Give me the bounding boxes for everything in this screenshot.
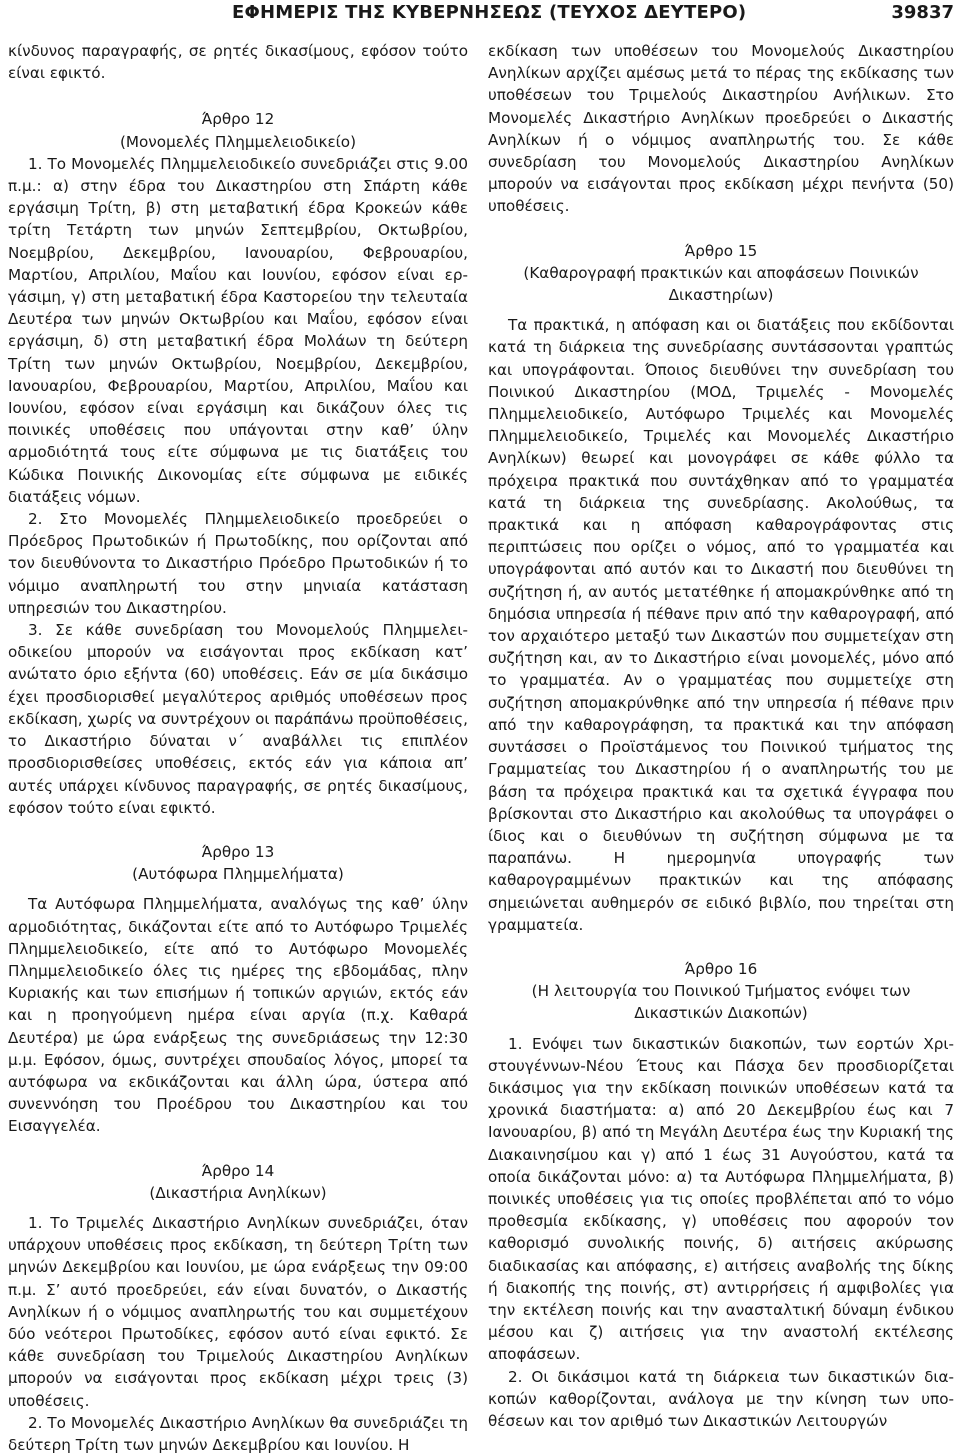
article-12-paragraph-2: 2. Στο Μονομελές Πλημμελειοδικείο προεδρεύει ο Πρόεδρος Πρωτοδικών ή Πρωτοδίκης, που ορίζονται από τον διευθύνοντα το Δικαστήριο Πρόεδρο Πρωτοδικών ή το νόμιμο αναπληρωτή του στην μηνιαία κατάσταση υπηρεσιών του Δικαστηρίου. xyxy=(8,510,468,617)
article-12-subtitle: (Μονομελές Πλημμελειοδικείο) xyxy=(119,132,357,151)
article-12-paragraph-1: 1. Το Μονομελές Πλημμελειοδικείο συνεδριάζει στις 9.00 π.μ.: α) στην έδρα του Δικαστηρίου στη Σπάρτη κάθε εργάσιμη Τρίτη, β) στη μεταβατική έδρα Κροκεών κάθε τρίτη Τετάρτη των μηνών Σεπτεμβρίου, Οκτωβρίου, Νοεμβρίου, Δεκεμβρίου, Ιανουαρίου, Φεβρουαρίου, Μαρτίου, Απριλίου, Μαΐου και Ιουνίου, εφόσον είναι εργάσιμη, γ) στη μεταβατική έδρα Καστορείου την τελευταία Δευτέρα των μηνών Οκτωβρίου και Μαΐου, εφόσον είναι εργάσιμη, δ) στη μεταβατική έδρα Μολάων τη δεύτερη Τρίτη των μηνών Οκτωβρίου, Νοεμβρίου, Δεκεμβρίου, Ιανουαρίου, Φεβρουαρίου, Μαρτίου, Απριλίου, Μαΐου και Ιουνίου, εφόσον είναι εργάσιμη και δικάζουν όλες τις ποινικές υποθέσεις που υπάγονται στην καθ’ ύλην αρμοδιότητά τους είτε σύμφωνα με τις διατάξεις του Κώδικα Ποινικής Δικονομίας είτε σύμφωνα με ειδικές διατάξεις νόμων. xyxy=(8,154,468,506)
article-16-paragraph-1: 1. Ενόψει των δικαστικών διακοπών, των εορτών Χριστουγέννων-Νέου Έτους και Πάσχα δεν προσδιορίζεται δικάσιμος για την εκδίκαση ποινικών υποθέσεων κατά τα χρονικά διαστήματα: α) από 20 Δεκεμβρίου έως και 7 Ιανουαρίου, β) από τη Μεγάλη Δευτέρα έως την Κυριακή της Διακαινησίμου και γ) από 1 έως 31 Αυγούστου, κατά τα οποία δικάζονται μόνο: α) τα Αυτόφωρα Πλημμελήματα, β) ποινικές υποθέσεις για τις οποίες προβλέπεται από το νόμο προθεσμία εκδίκασης, γ) υποθέσεις που αφορούν τον καθορισμό συνολικής ποινής, δ) αιτήσεις ακύρωσης διαδικασίας και απόφασης, ε) αιτήσεις αναβολής της δίκης ή διακοπής της ποινής, στ) αντιρρήσεις ή αμφιβολίες για την εκτέλεση ποινής και την ανασταλτική δύναμη ένδικου μέσου και ζ) αιτήσεις για την αναστολή εκτέλεσης αποφάσεων. xyxy=(488,1034,954,1364)
paragraph: κίνδυνος παραγραφής, σε ρητές δικασίμους, εφόσον τούτο είναι εφικτό. xyxy=(8,42,468,83)
page-number: 39837 xyxy=(891,2,954,23)
article-12-paragraph-3: 3. Σε κάθε συνεδρίαση του Μονομελούς Πλημμελειοδικείου μπορούν να εισάγονται προς εκδίκαση κατ’ ανώτατο όριο εξήντα (60) υποθέσεις. Εάν σε μία δικάσιμο έχει προσδιορισθεί μεγαλύτερος αριθμός υποθέσεων προς εκδίκαση, χωρίς να συντρέχουν οι παράπάνω προϋποθέσεις, το Δικαστήριο δύναται ν΄ αναβάλλει τις επιπλέον προσδιορισθείσες υποθέσεις, εκτός εάν για κάποια απ’ αυτές υπάρχει κίνδυνος παραγραφής, σε ρητές δικασίμους, εφόσον τούτο είναι εφικτό. xyxy=(8,621,468,817)
gazette-title: ΕΦΗΜΕΡΙΣ ΤΗΣ ΚΥΒΕΡΝΗΣΕΩΣ (ΤΕΥΧΟΣ ΔΕΥΤΕΡΟ) xyxy=(232,2,747,23)
article-15-subtitle: (Καθαρογραφή πρακτικών και αποφάσεων Ποινικών Δικαστηρίων) xyxy=(523,263,919,305)
paragraph: εκδίκαση των υποθέσεων του Μονομελούς Δικαστηρίου Ανηλίκων αρχίζει αμέσως μετά το πέρας της εκδίκασης των υποθέσεων του Τριμελούς Δικαστηρίου Ανήλικων. Στο Μονομελές Δικαστήριο Ανηλίκων προεδρεύει ο Δικαστής Ανηλίκων ή ο νόμιμος αναπληρωτής του. Σε κάθε συνεδρίαση του Μονομελούς Δικαστηρίου Ανηλίκων μπορούν να εισάγονται προς εκδίκαση μέχρι πενήντα (50) υποθέσεις. xyxy=(488,42,954,216)
article-12-title: Άρθρο 12 xyxy=(201,110,275,129)
article-14-title: Άρθρο 14 xyxy=(201,1161,275,1180)
article-14-paragraph-2: 2. Το Μονομελές Δικαστήριο Ανηλίκων θα συνεδριάζει τη δεύτερη Τρίτη των μηνών Δεκεμβρίου και Ιουνίου. Η xyxy=(8,1413,468,1454)
article-15-paragraph-1: Τα πρακτικά, η απόφαση και οι διατάξεις που εκδίδονται κατά τη διάρκεια της συνεδρίασης συντάσσονται γραπτώς και υπογράφονται. Όποιος διευθύνει την συνεδρίαση του Ποινικού Δικαστηρίου (ΜΟΔ, Τριμελές - Μονομελές Πλημμελειοδικείο, Αυτόφωρο Τριμελές και Μονομελές Πλημμελειοδικείο, Τριμελές και Μονομελές Δικαστήριο Ανηλίκων) θεωρεί και μονογράφει σε κάθε φύλλο τα πρόχειρα πρακτικά που συντάχθηκαν από το γραμματέα κατά τη διάρκεια της συνεδρίασης. Ακολούθως, τα πρακτικά και η απόφαση καθαρογράφοντας στις περιπτώσεις που ορίζει ο νόμος, από το γραμματέα και υπογράφονται από αυτόν και το Δικαστή που διευθύνει τη συζήτηση ή, αν αυτός μετατέθηκε ή απομακρύνθηκε από τη δημόσια υπηρεσία ή πέθανε πριν από την καθαρογραφή, από τον αρχαιότερο μεταξύ των Δικαστών που συμμετείχαν στη συζήτηση και, αν το Δικαστήριο είναι μονομελές, μόνο από το γραμματέα. Αν ο γραμματέας που συμμετείχε στη συζήτηση απομακρύνθηκε από την υπηρεσία ή πέθανε πριν από την καθαρογράφηση, τα πρακτικά και την απόφαση συντάσσει ο Προϊστάμενος του Ποινικού τμήματος της Γραμματείας του Δικαστηρίου ή ο αναπληρωτής του με βάση τα πρόχειρα πρακτικά και τα σχετικά έγγραφα που βρίσκονται στο Δικαστήριο και ακολούθως τα υπογράφει ο ίδιος και ο διευθύνων τη συζήτηση σύμφωνα με τα παραπάνω. Η ημερομηνία υπογραφής των καθαρογραμμένων πρακτικών και της απόφασης σημειώνεται αυθημερόν σε ειδικό βιβλίο, που τηρείται στη γραμματεία. xyxy=(488,316,954,934)
article-16-paragraph-2: 2. Οι δικάσιμοι κατά τη διάρκεια των δικαστικών διακοπών καθορίζονται, ανάλογα με την κίνηση των υποθέσεων και τον αριθμό των Δικαστικών Λειτουργών xyxy=(488,1367,954,1430)
article-13-paragraph-1: Τα Αυτόφωρα Πλημμελήματα, αναλόγως της καθ’ ύλην αρμοδιότητας, δικάζονται είτε από το Αυτόφωρο Τριμελές Πλημμελειοδικείο, είτε από το Αυτόφωρο Μονομελές Πλημμελειοδικείο όλες τις ημέρες της εβδομάδας, πλην Κυριακής και των επισήμων ή τοπικών αργιών, εκτός εάν και η προηγούμενη ημέρα είναι αργία (π.χ. Καθαρά Δευτέρα) με ώρα ενάρξεως της συνεδριάσεως την 12:30 μ.μ. Εφόσον, όμως, συντρέχει σπουδαίος λόγος, μπορεί τα αυτόφωρα να εκδικάζονται και άλλη ώρα, ύστερα από συνεννόηση του Προέδρου του Δικαστηρίου και του Εισαγγελέα. xyxy=(8,895,468,1136)
left-column xyxy=(8,40,468,1456)
article-16-title: Άρθρο 16 xyxy=(684,959,758,978)
article-14-subtitle: (Δικαστήρια Ανηλίκων) xyxy=(149,1183,327,1202)
page-header xyxy=(0,0,960,32)
article-14-paragraph-1: 1. Το Τριμελές Δικαστήριο Ανηλίκων συνεδριάζει, όταν υπάρχουν υποθέσεις προς εκδίκαση, τη δεύτερη Τρίτη των μηνών Δεκεμβρίου και Ιουνίου, με ώρα ενάρξεως την 09:00 π.μ. Σ’ αυτό προεδρεύει, εάν είναι δυνατόν, ο Δικαστής Ανηλίκων ή ο νόμιμος αναπληρωτής του και συμμετέχουν δύο νεότεροι Πρωτοδίκες, εφόσον αυτό είναι εφικτό. Σε κάθε συνεδρίαση του Τριμελούς Δικαστηρίου Ανηλίκων μπορούν να εισάγονται προς εκδίκαση μέχρι τρεις (3) υποθέσεις. xyxy=(8,1213,468,1410)
article-13-subtitle: (Αυτόφωρα Πλημμελήματα) xyxy=(132,865,344,884)
article-13-title: Άρθρο 13 xyxy=(201,842,275,861)
right-column xyxy=(488,40,954,1432)
article-16-subtitle: (Η λειτουργία του Ποινικού Τμήματος ενόψει των Δικαστικών Διακοπών) xyxy=(531,982,911,1023)
article-15-title: Άρθρο 15 xyxy=(684,241,758,260)
